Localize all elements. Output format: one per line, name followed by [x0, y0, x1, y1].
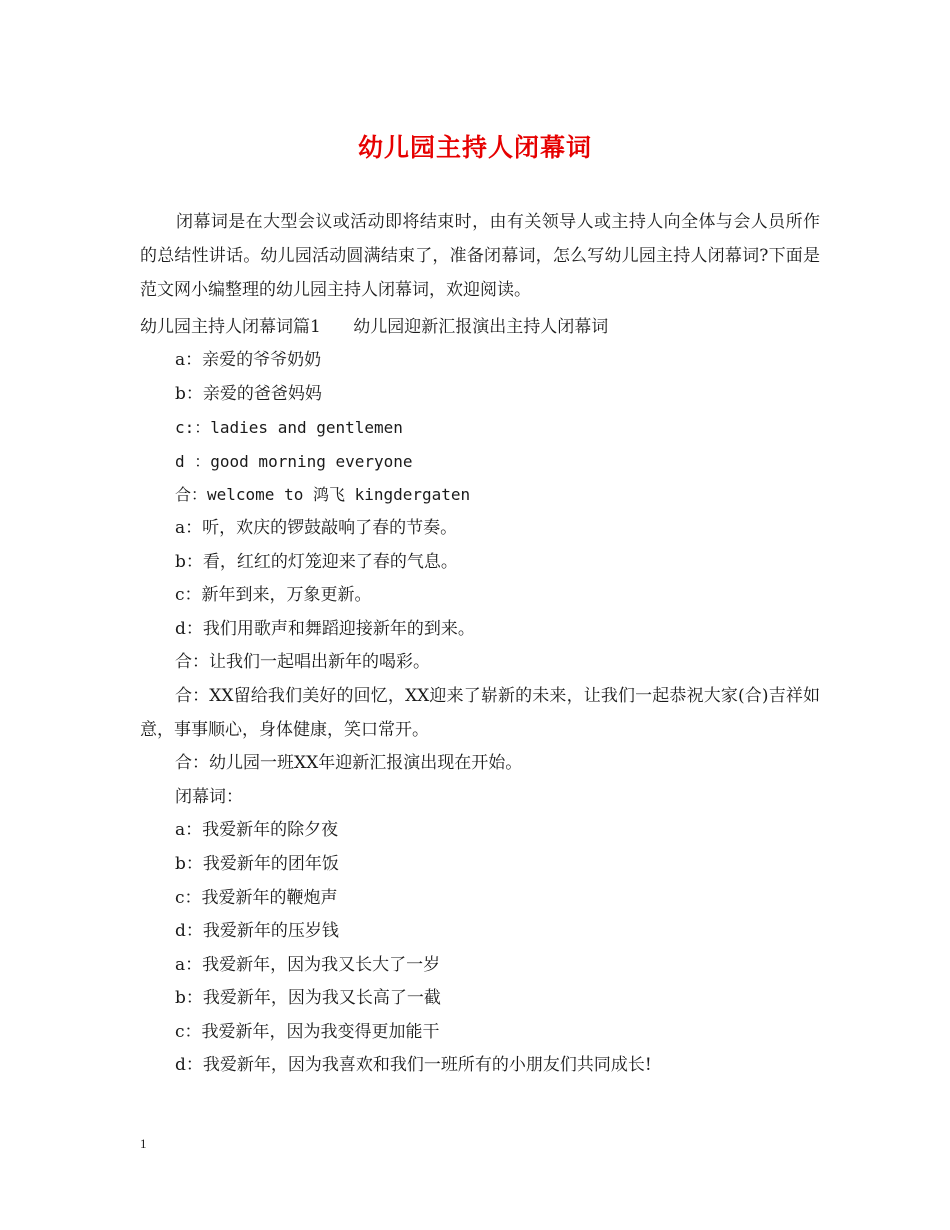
script-line: a：亲爱的爷爷奶奶	[175, 350, 322, 370]
script-line: a：我爱新年的除夕夜	[175, 820, 339, 841]
script-line: b：亲爱的爸爸妈妈	[175, 383, 322, 404]
script-line: b：看，红红的灯笼迎来了春的气息。	[175, 551, 458, 572]
script-line: d：我爱新年的压岁钱	[175, 921, 339, 942]
script-paragraph: 合：XX留给我们美好的回忆，XX迎来了崭新的未来，让我们一起恭祝大家(合)吉祥如意，事事顺心，身体健康，笑口常开。	[140, 685, 820, 740]
script-lines	[140, 344, 820, 1083]
script-line: b：我爱新年的团年饭	[175, 853, 339, 874]
script-line: c：我爱新年的鞭炮声	[175, 887, 338, 908]
document-title: 幼儿园主持人闭幕词	[357, 133, 592, 162]
script-line: 闭幕词：	[175, 786, 243, 807]
script-line: 合：让我们一起唱出新年的喝彩。	[175, 652, 430, 673]
script-line: c：新年到来，万象更新。	[175, 585, 372, 606]
script-line: a：我爱新年，因为我又长大了一岁	[175, 954, 441, 975]
script-line: d ：good morning everyone	[175, 451, 413, 471]
script-line: c：我爱新年，因为我变得更加能干	[175, 1021, 440, 1042]
script-line: c:：ladies and gentlemen	[175, 418, 403, 438]
script-line: b：我爱新年，因为我又长高了一截	[175, 988, 441, 1009]
script-line: a：听，欢庆的锣鼓敲响了春的节奏。	[175, 517, 458, 538]
script-line: 合：welcome to 鸿飞 kingdergaten	[175, 485, 471, 505]
script-line: d：我爱新年，因为我喜欢和我们一班所有的小朋友们共同成长!	[175, 1055, 652, 1076]
page-number: 1	[140, 1136, 147, 1151]
script-line: d：我们用歌声和舞蹈迎接新年的到来。	[175, 618, 475, 639]
section-heading: 幼儿园主持人闭幕词篇1 幼儿园迎新汇报演出主持人闭幕词	[140, 317, 609, 337]
intro-paragraph: 闭幕词是在大型会议或活动即将结束时，由有关领导人或主持人向全体与会人员所作的总结性讲话。幼儿园活动圆满结束了，准备闭幕词，怎么写幼儿园主持人闭幕词?下面是范文网小编整理的幼儿园主持人闭幕词，欢迎阅读。	[140, 212, 820, 300]
script-line: 合：幼儿园一班XX年迎新汇报演出现在开始。	[175, 753, 523, 774]
